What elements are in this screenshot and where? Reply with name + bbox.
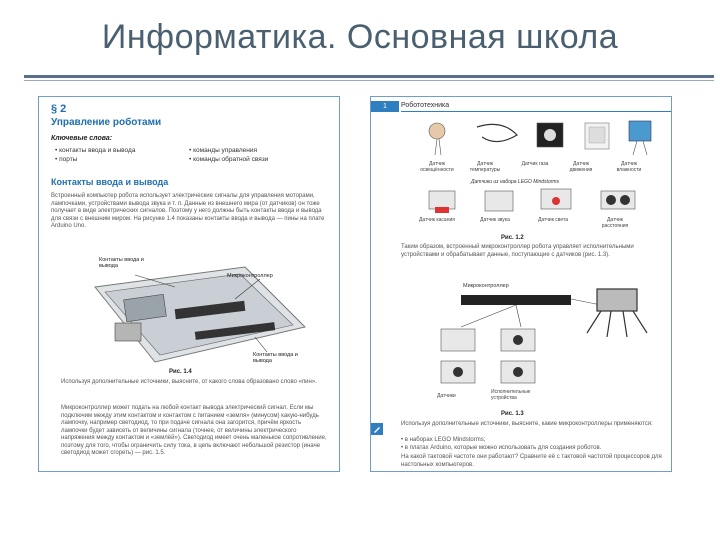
subheading: Контакты ввода и вывода (51, 177, 169, 187)
sensor-label: Датчик температуры (469, 161, 501, 173)
sensor-label: Датчик движения (569, 161, 593, 173)
keyword: • контакты ввода и вывода (55, 147, 136, 154)
chapter-rule (401, 111, 671, 112)
keyword: • порты (55, 156, 78, 163)
paragraph: Используя дополнительные источники, выясните, от какого слова образовано слово «пин». (61, 379, 317, 385)
figure-label: Микроконтроллер (463, 283, 509, 289)
figure-caption: Рис. 1.3 (501, 411, 524, 417)
slide-title: Информатика. Основная школа (101, 18, 619, 56)
bullet-item: • в платах Arduino, которые можно использовать для создания роботов. (401, 445, 602, 451)
figure-label: Исполнительные устройства (491, 389, 531, 401)
textbook-page-left (38, 96, 340, 472)
lego-label: Датчик касания (419, 217, 455, 223)
paragraph: Используя дополнительные источники, выясните, какие микроконтроллеры применяются: (401, 421, 653, 427)
sensor-label: Датчик освещённости (420, 161, 454, 173)
figure-label: Контакты ввода и вывода (253, 352, 298, 364)
figure-label: Контакты ввода и вывода (99, 257, 144, 269)
keyword: • команды обратной связи (189, 156, 269, 163)
figure-caption: Рис. 1.4 (169, 369, 192, 375)
section-number: § 2 (51, 103, 67, 115)
figure-label: Микроконтроллер (227, 273, 273, 279)
chapter-tag: Робототехника (401, 102, 450, 109)
paragraph: На какой тактовой частоте они работают? Сравните её с тактовой частотой процессоров для настольных компьютеров. (401, 454, 662, 468)
section-title: Управление роботами (51, 117, 162, 128)
lego-label: Датчик расстояния (601, 217, 629, 229)
figure-caption: Рис. 1.2 (501, 235, 524, 241)
pencil-icon (371, 423, 383, 435)
controller-diagram-figure (401, 277, 665, 403)
sensor-label: Датчик влажности (616, 161, 642, 173)
figure-label: Датчики (437, 393, 456, 399)
sensor-label: Датчик газа (521, 161, 549, 167)
keyword: • команды управления (189, 147, 258, 154)
paragraph: Встроенный компьютер робота использует электрические сигналы для управления моторами, лампочками, устройствами вывода звука и т. п. Данные из внешнего мира (от датчиков) он тоже получает в виде электрических сигналов. Поэтому у него должны быть контакты ввода и вывода для связи с внешним миром. На рисунке 1.4 показаны контакты ввода и вывода — пины на плате Arduino Uno. (51, 193, 325, 229)
bullet-item: • в наборах LEGO Mindstorms; (401, 437, 486, 443)
title-rule (24, 75, 714, 78)
textbook-page-right (370, 96, 672, 472)
chapter-marker: 1 (371, 101, 399, 112)
title-rule-thin (24, 80, 714, 81)
lego-label: Датчик звука (480, 217, 510, 223)
paragraph: Микроконтроллер может подать на любой контакт вывода электрический сигнал. Если мы подключим между этим контактом и контактом с питанием «земля» (минусом) какую-нибудь лампочку, например светодиод, то при подаче сигнала она загорится, причём яркость лампочки будет зависеть от величины сигнала (точнее, от величины электрического напряжения между контактом и «землёй»). Светодиод имеет очень маленькое сопротивление, поэтому для того, чтобы ограничить силу тока, в цепь включают небольшой резистор (иначе светодиод может сгореть) — рис. 1.5. (61, 405, 327, 456)
keywords-label: Ключевые слова: (51, 135, 113, 142)
lego-label: Датчик света (537, 217, 569, 223)
lego-caption: Датчики из набора LEGO Mindstorms (471, 179, 560, 185)
paragraph: Таким образом, встроенный микроконтроллер робота управляет исполнительными устройствами и обрабатывает данные, поступающие с датчиков (рис. 1.3). (401, 244, 634, 258)
